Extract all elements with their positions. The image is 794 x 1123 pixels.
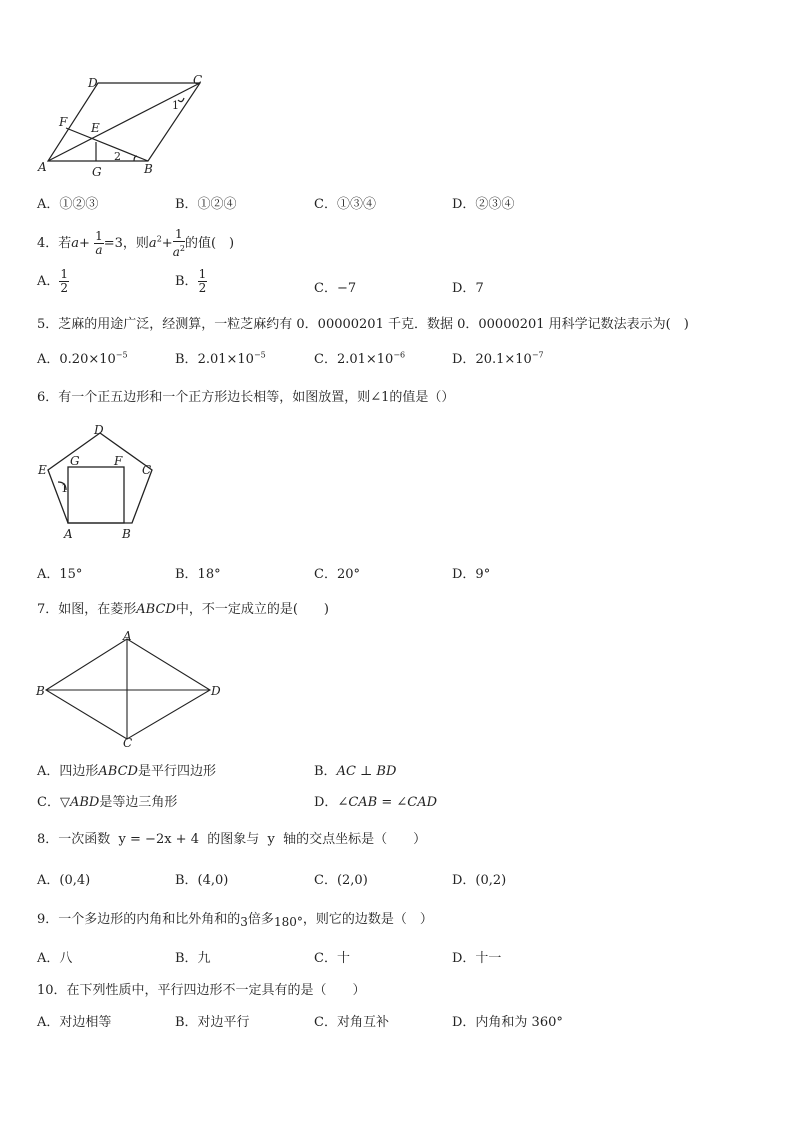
q10-option-d[interactable]: D．内角和为 360° xyxy=(452,1015,563,1030)
q7-option-a[interactable]: A．四边形ABCD是平行四边形 xyxy=(37,764,216,779)
label-D: D xyxy=(211,684,221,698)
q5-option-c[interactable]: C．$2.01\times 10^{-6}$ xyxy=(314,350,406,367)
label-G: G xyxy=(92,165,102,179)
q5-option-d[interactable]: D．$20.1\times 10^{-7}$ xyxy=(452,350,544,367)
label-A: A xyxy=(64,527,73,541)
angle-1-label: 1 xyxy=(61,482,68,495)
label-D: D xyxy=(88,76,98,90)
question-9: 9．一个多边形的内角和比外角和的3倍多180°，则它的边数是（ ） xyxy=(37,912,433,929)
q3-option-c[interactable]: C．①③④ xyxy=(314,197,376,212)
q3-option-d[interactable]: D．②③④ xyxy=(452,197,515,212)
label-F: F xyxy=(59,115,68,129)
q9-option-b[interactable]: B．九 xyxy=(175,951,211,966)
q4-option-b[interactable]: B． $\frac{1}{2}$ xyxy=(175,267,207,295)
label-C: C xyxy=(142,463,152,477)
q7-option-b[interactable]: B．AC ⊥ BD xyxy=(314,764,397,779)
q6-option-c[interactable]: C．20° xyxy=(314,567,360,582)
question-7: 7．如图，在菱形ABCD中，不一定成立的是( ) xyxy=(37,602,329,617)
q5-option-a[interactable]: A．$0.20\times 10^{-5}$ xyxy=(37,350,128,367)
label-A: A xyxy=(38,160,47,174)
q4-option-d[interactable]: D．7 xyxy=(452,281,484,296)
label-D: D xyxy=(94,423,104,437)
label-A: A xyxy=(123,629,132,643)
q9-option-a[interactable]: A．八 xyxy=(37,951,73,966)
question-8: 8．一次函数 y = −2x + 4 的图象与 y 轴的交点坐标是（ ） xyxy=(37,832,427,847)
q6-option-d[interactable]: D．9° xyxy=(452,567,491,582)
q10-option-b[interactable]: B．对边平行 xyxy=(175,1015,250,1030)
label-C: C xyxy=(123,736,133,750)
rhombus-figure xyxy=(30,625,230,750)
q4-fraction-2: $\frac{1}{a^2}$ xyxy=(172,227,185,259)
q6-option-b[interactable]: B．18° xyxy=(175,567,221,582)
q8-option-a[interactable]: A．(0,4) xyxy=(37,873,91,888)
q3-option-a[interactable]: A．①②③ xyxy=(37,197,99,212)
question-6: 6．有一个正五边形和一个正方形边长相等，如图放置，则∠1的值是（） xyxy=(37,390,455,405)
q9-option-c[interactable]: C．十 xyxy=(314,951,350,966)
q5-option-b[interactable]: B．$2.01\times 10^{-5}$ xyxy=(175,350,266,367)
label-B: B xyxy=(144,162,153,176)
label-E: E xyxy=(38,463,47,477)
q4-option-c[interactable]: C．−7 xyxy=(314,281,357,296)
q4-option-a[interactable]: A． $\frac{1}{2}$ xyxy=(37,267,69,295)
q3-option-b[interactable]: B．①②④ xyxy=(175,197,237,212)
pentagon-square-figure xyxy=(34,418,164,543)
q7-option-c[interactable]: C．▽ABD是等边三角形 xyxy=(37,795,178,810)
q6-option-a[interactable]: A．15° xyxy=(37,567,83,582)
label-G: G xyxy=(70,454,80,468)
label-B: B xyxy=(122,527,131,541)
label-F: F xyxy=(114,454,123,468)
q8-option-d[interactable]: D．(0,2) xyxy=(452,873,507,888)
q8-option-c[interactable]: C．(2,0) xyxy=(314,873,368,888)
parallelogram-figure xyxy=(30,70,220,180)
label-C: C xyxy=(193,73,203,87)
q9-option-d[interactable]: D．十一 xyxy=(452,951,502,966)
angle-2-label: 2 xyxy=(114,150,121,163)
question-4: 4．若a+ $\frac{1}{a}$ =3，则$a^2+$ $\frac{1}{a^2}$ 的值( ) xyxy=(37,227,235,259)
angle-1-label: 1 xyxy=(172,99,179,112)
q8-option-b[interactable]: B．(4,0) xyxy=(175,873,229,888)
question-5: 5．芝麻的用途广泛，经测算，一粒芝麻约有 0．00000201 千克．数据 0．00000201 用科学记数法表示为( ) xyxy=(37,317,689,332)
q10-option-a[interactable]: A．对边相等 xyxy=(37,1015,112,1030)
label-B: B xyxy=(36,684,45,698)
q7-option-d[interactable]: D．∠CAB = ∠CAD xyxy=(314,795,438,810)
q8-equation: y = −2x + 4 xyxy=(118,832,199,847)
label-E: E xyxy=(91,121,100,135)
question-10: 10．在下列性质中，平行四边形不一定具有的是（ ） xyxy=(37,983,366,998)
q4-fraction-1: $\frac{1}{a}$ xyxy=(95,229,103,257)
q10-option-c[interactable]: C．对角互补 xyxy=(314,1015,389,1030)
